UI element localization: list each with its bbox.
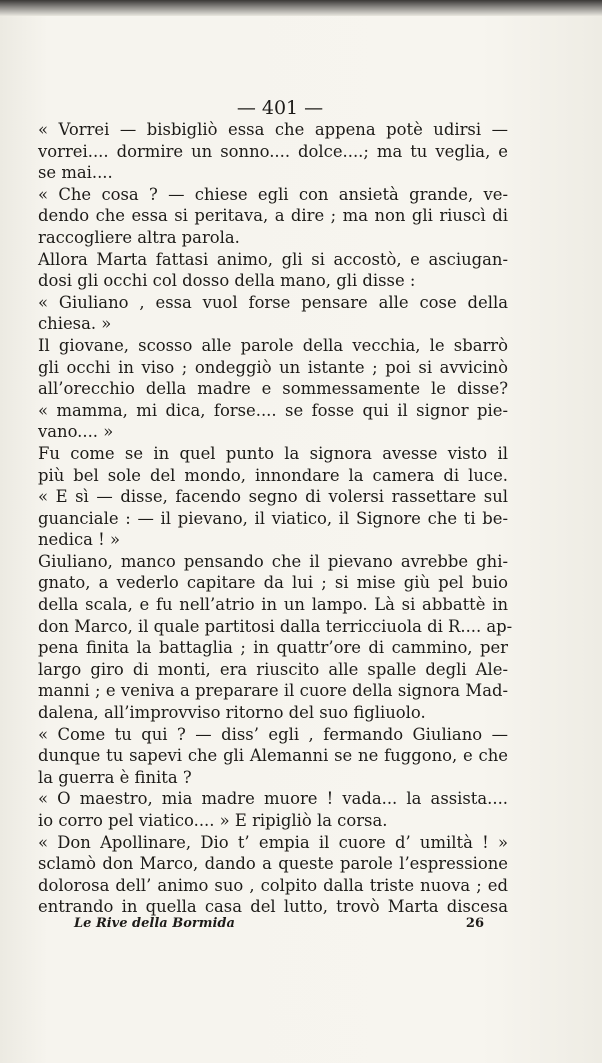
text-line: « E sì — disse, facendo segno di volersi rassettare sul [38, 487, 508, 507]
text-line: dunque tu sapevi che gli Alemanni se ne fuggono, e che [38, 746, 508, 766]
text-line: don Marco, il quale partitosi dalla terricciuola di R.... ap- [38, 616, 513, 636]
text-line: nedica ! » [38, 530, 120, 550]
text-line: Giuliano, manco pensando che il pievano avrebbe ghi- [38, 551, 508, 571]
text-line: della scala, e fu nell’atrio in un lampo. Là si abbattè in [38, 595, 508, 615]
text-line: vorrei.... dormire un sonno.... dolce....; ma tu veglia, e [38, 141, 508, 161]
page-number: — 401 — [236, 97, 324, 119]
text-line: se mai.... [38, 163, 113, 183]
text-line: chiesa. » [38, 314, 112, 334]
text-line: dosi gli occhi col dosso della mano, gli disse : [38, 271, 416, 291]
scan-edge [0, 0, 602, 16]
text-line: Il giovane, scosso alle parole della vecchia, le sbarrò [38, 335, 508, 355]
text-line: « mamma, mi dica, forse.... se fosse qui il signor pie- [38, 400, 508, 420]
text-line: dalena, all’improvviso ritorno del suo figliuolo. [38, 703, 426, 723]
footer-signature-mark: 26 [465, 916, 484, 931]
text-line: più bel sole del mondo, innondare la camera di luce. [38, 465, 508, 485]
footer-book-title: Le Rive della Bormida [74, 916, 235, 931]
text-line: pena finita la battaglia ; in quattr’ore di cammino, per [38, 638, 508, 658]
text-line: sclamò don Marco, dando a queste parole l’espressione [38, 854, 508, 874]
text-line: Fu come se in quel punto la signora avesse visto il [38, 443, 508, 463]
text-line: gli occhi in viso ; ondeggiò un istante ; poi si avvicinò [38, 357, 508, 377]
text-line: largo giro di monti, era riuscito alle spalle degli Ale- [38, 659, 508, 679]
text-line: manni ; e veniva a preparare il cuore della signora Mad- [38, 681, 508, 701]
text-line: « Come tu qui ? — diss’ egli , fermando Giuliano — [38, 724, 508, 744]
text-line: « O maestro, mia madre muore ! vada... la assista.... [38, 789, 508, 809]
text-line: entrando in quella casa del lutto, trovò Marta discesa [38, 897, 508, 917]
text-line: guanciale : — il pievano, il viatico, il Signore che ti be- [38, 508, 508, 528]
text-line: gnato, a vederlo capitare da lui ; si mise giù pel buio [38, 573, 508, 593]
text-line: la guerra è finita ? [38, 767, 192, 787]
text-line: vano.... » [38, 422, 114, 442]
body-text [38, 119, 513, 918]
text-line: raccogliere altra parola. [38, 227, 240, 247]
text-line: « Vorrei — bisbigliò essa che appena potè udirsi — [38, 120, 508, 139]
text-line: dolorosa dell’ animo suo , colpito dalla triste nuova ; ed [38, 875, 508, 895]
text-line: « Giuliano , essa vuol forse pensare alle cose della [38, 292, 508, 312]
text-line: Allora Marta fattasi animo, gli si accostò, e asciugan- [38, 249, 508, 269]
text-line: all’orecchio della madre e sommessamente le disse? [38, 379, 508, 399]
text-line: io corro pel viatico.... » E ripigliò la corsa. [38, 811, 388, 830]
text-line: « Che cosa ? — chiese egli con ansietà grande, ve- [38, 184, 508, 204]
text-line: « Don Apollinare, Dio t’ empia il cuore d’ umiltà ! » [38, 832, 508, 852]
page-footer [74, 916, 484, 931]
text-line: dendo che essa si peritava, a dire ; ma non gli riuscì di [38, 206, 508, 226]
